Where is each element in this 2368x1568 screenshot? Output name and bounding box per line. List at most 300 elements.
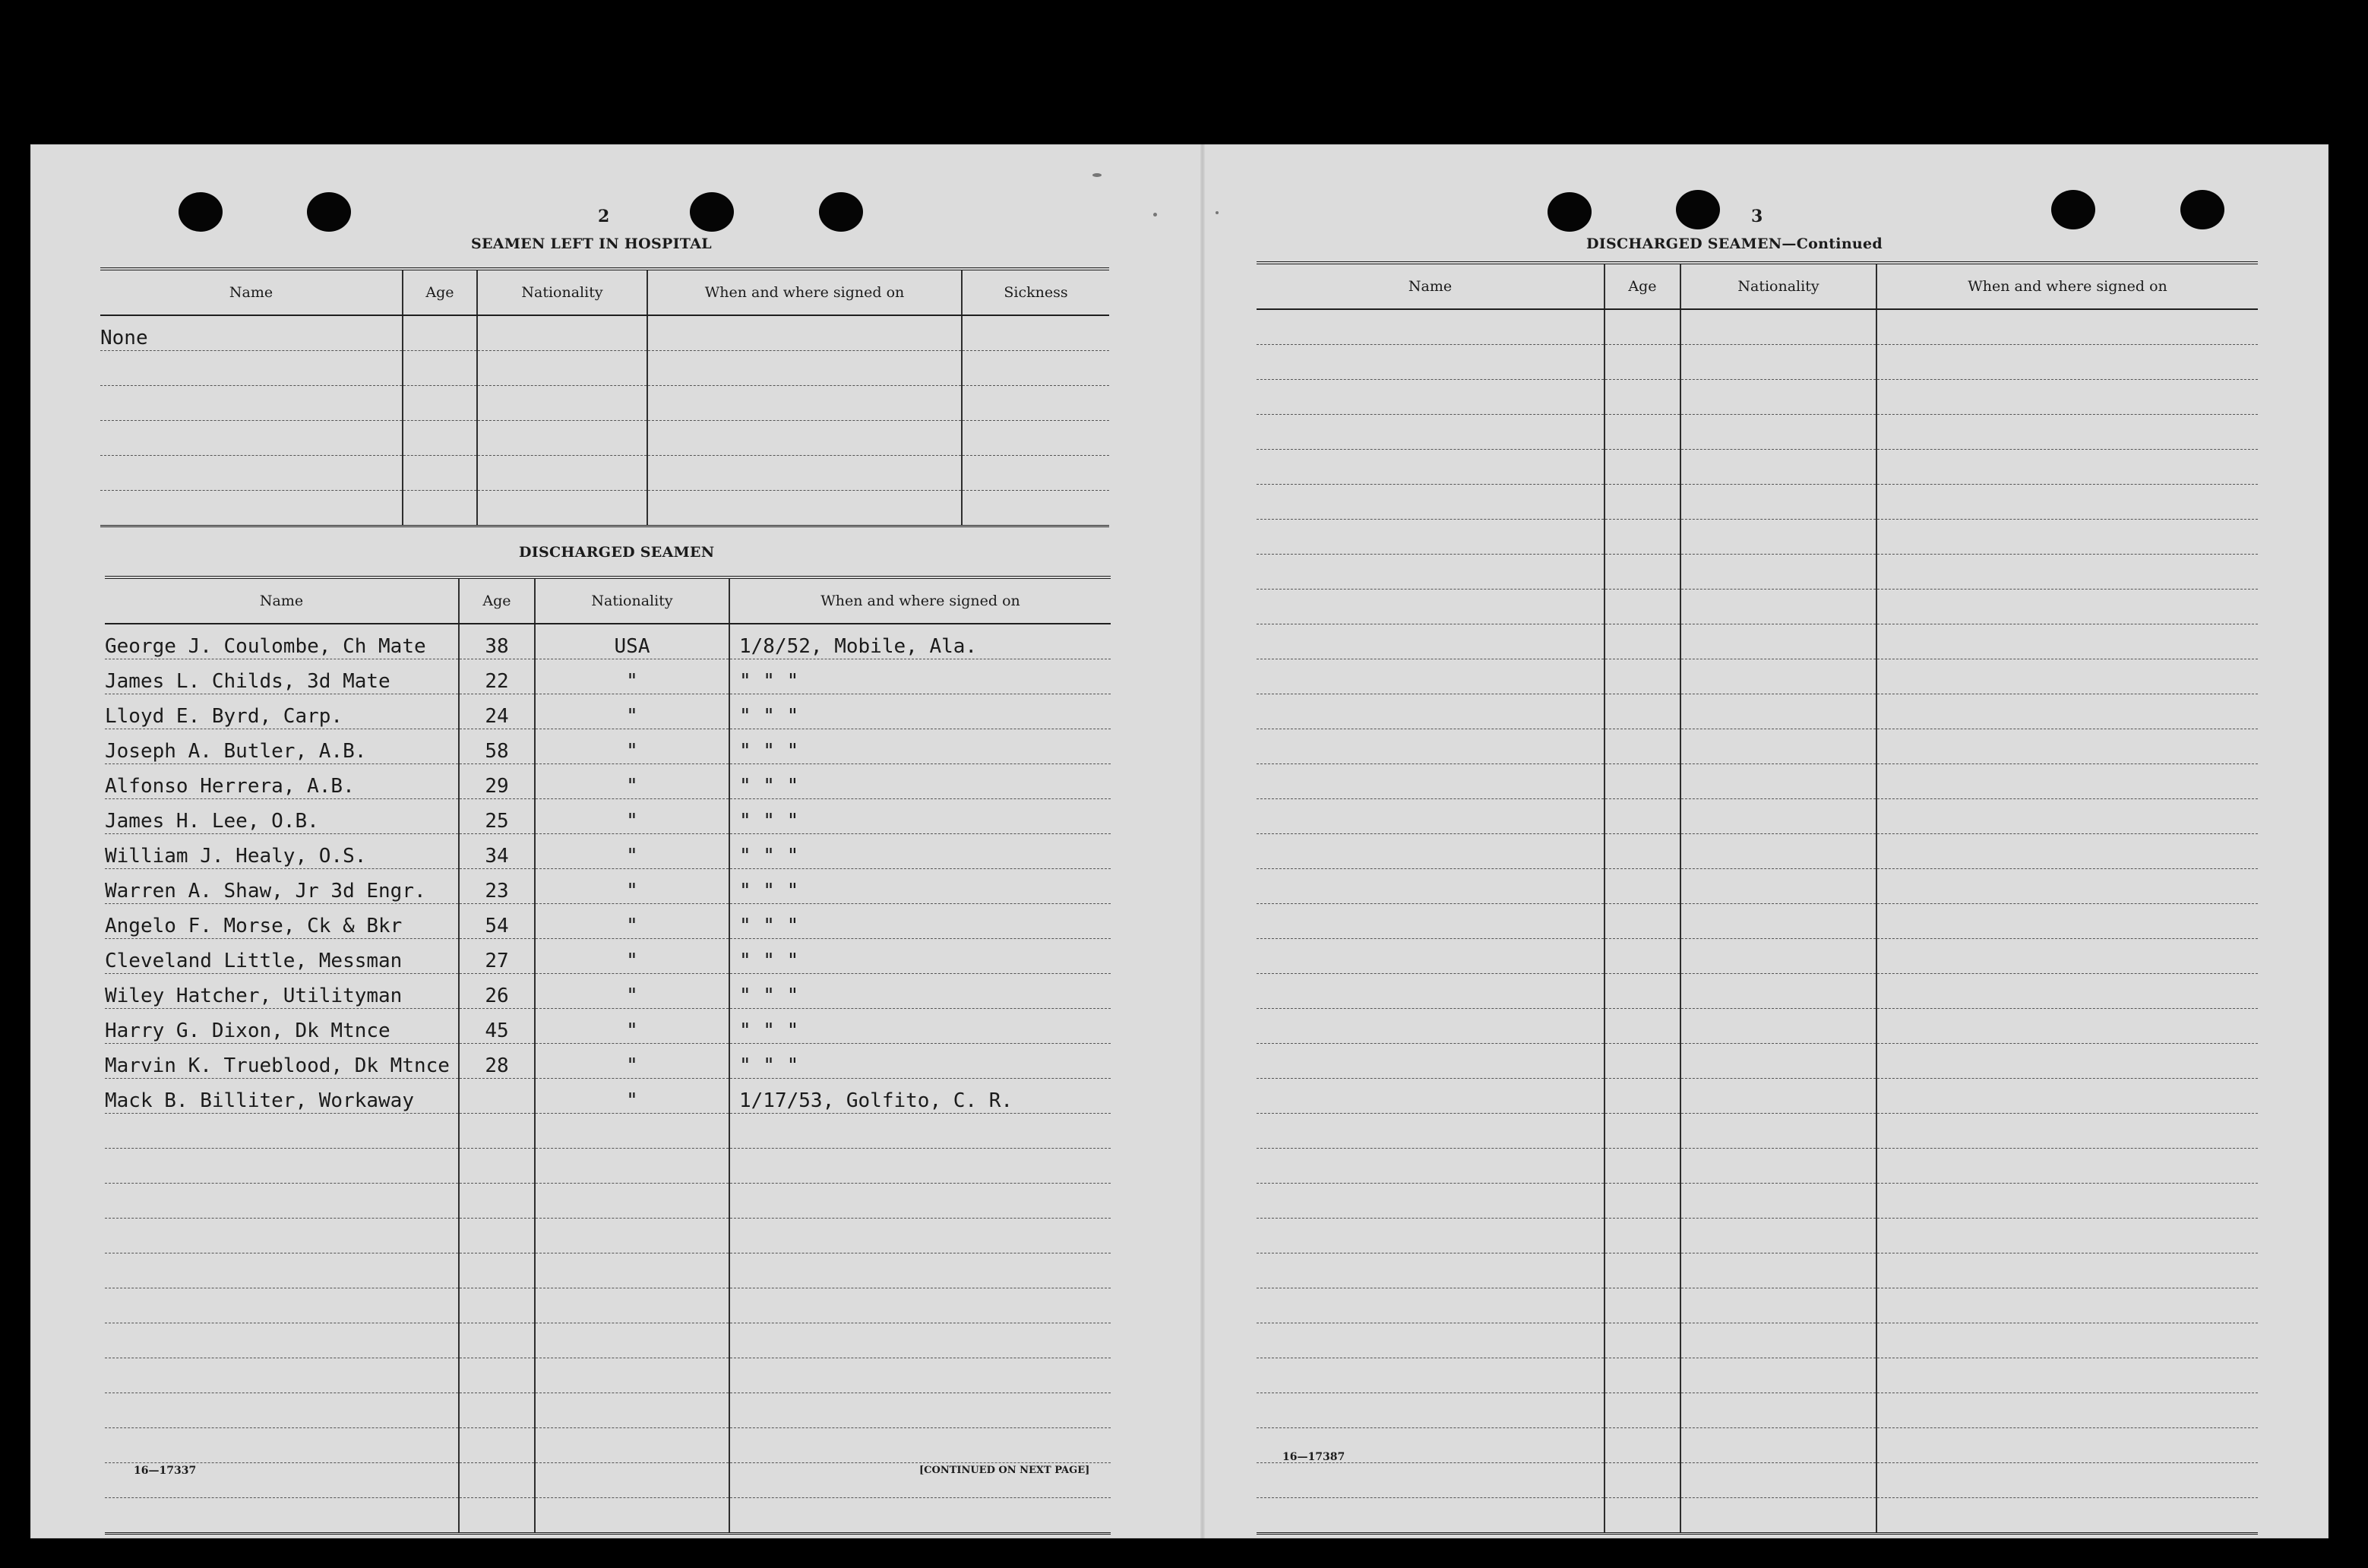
discharged-row xyxy=(105,834,1111,869)
seaman-signed-on-cell: " " " xyxy=(729,1009,1111,1044)
seaman-signed-on-cell: " " " xyxy=(729,799,1111,834)
discharged-row xyxy=(105,624,1111,659)
seaman-age-cell: 28 xyxy=(459,1044,535,1079)
continued-name-cell xyxy=(1257,1288,1604,1323)
continued-nationality-cell xyxy=(1680,485,1876,520)
seaman-signed-on-cell xyxy=(729,1253,1111,1288)
continued-row xyxy=(1257,1393,2258,1428)
discharged-seamen-table xyxy=(105,576,1111,1535)
discharged-row xyxy=(105,1288,1111,1323)
paper-speck xyxy=(1092,173,1102,177)
seaman-nationality-cell xyxy=(535,1219,729,1253)
hospital-column-header-signed-on: When and where signed on xyxy=(647,269,962,315)
discharged-row xyxy=(105,1428,1111,1463)
continued-age-cell xyxy=(1604,729,1680,764)
discharged-row xyxy=(105,729,1111,764)
seaman-nationality-cell: " xyxy=(535,729,729,764)
continued-row xyxy=(1257,659,2258,694)
continued-age-cell xyxy=(1604,485,1680,520)
punch-hole xyxy=(819,192,863,232)
continued-age-cell xyxy=(1604,415,1680,450)
seaman-age-cell: 54 xyxy=(459,904,535,939)
continued-age-cell xyxy=(1604,1219,1680,1253)
continued-signed-on-cell xyxy=(1876,1114,2258,1149)
seaman-signed-on-cell xyxy=(729,1219,1111,1253)
discharged-row xyxy=(105,1498,1111,1534)
seaman-signed-on-cell xyxy=(729,1358,1111,1393)
continued-row xyxy=(1257,1114,2258,1149)
seaman-nationality-cell: " xyxy=(535,1044,729,1079)
continued-row xyxy=(1257,520,2258,555)
continued-signed-on-cell xyxy=(1876,939,2258,974)
punch-hole xyxy=(2051,190,2095,229)
continued-row xyxy=(1257,1009,2258,1044)
discharged-row xyxy=(105,904,1111,939)
seaman-nationality-cell: " xyxy=(535,869,729,904)
seaman-nationality-cell xyxy=(535,1184,729,1219)
continued-name-cell xyxy=(1257,624,1604,659)
continued-nationality-cell xyxy=(1680,555,1876,590)
continued-signed-on-cell xyxy=(1876,520,2258,555)
seaman-name-cell: Alfonso Herrera, A.B. xyxy=(105,764,459,799)
seaman-name-cell: Harry G. Dixon, Dk Mtnce xyxy=(105,1009,459,1044)
continued-row xyxy=(1257,1498,2258,1534)
continued-row xyxy=(1257,1149,2258,1184)
hospital-age-cell xyxy=(403,386,477,421)
seaman-age-cell xyxy=(459,1498,535,1534)
continued-name-cell xyxy=(1257,1323,1604,1358)
left-form-code: 16—17337 xyxy=(134,1465,197,1477)
seaman-nationality-cell: " xyxy=(535,834,729,869)
continued-row xyxy=(1257,939,2258,974)
punch-hole xyxy=(690,192,734,232)
continued-nationality-cell xyxy=(1680,590,1876,624)
seaman-signed-on-cell: " " " xyxy=(729,939,1111,974)
continued-row xyxy=(1257,1428,2258,1463)
continued-row xyxy=(1257,590,2258,624)
continued-age-cell xyxy=(1604,1288,1680,1323)
seaman-nationality-cell xyxy=(535,1323,729,1358)
punch-hole xyxy=(1676,190,1720,229)
seaman-signed-on-cell: " " " xyxy=(729,659,1111,694)
discharged-continued-title: DISCHARGED SEAMEN—Continued xyxy=(1586,236,1883,252)
discharged-row xyxy=(105,1149,1111,1184)
seaman-name-cell: Marvin K. Trueblood, Dk Mtnce xyxy=(105,1044,459,1079)
continued-age-cell xyxy=(1604,309,1680,345)
continued-signed-on-cell xyxy=(1876,904,2258,939)
continued-nationality-cell xyxy=(1680,345,1876,380)
discharged-row xyxy=(105,1219,1111,1253)
continued-name-cell xyxy=(1257,1044,1604,1079)
continued-column-header-signed-on: When and where signed on xyxy=(1876,263,2258,309)
discharged-row xyxy=(105,1114,1111,1149)
discharged-row xyxy=(105,1253,1111,1288)
seaman-name-cell xyxy=(105,1184,459,1219)
continued-signed-on-cell xyxy=(1876,1498,2258,1534)
hospital-signed-on-cell xyxy=(647,491,962,526)
continued-signed-on-cell xyxy=(1876,345,2258,380)
seaman-nationality-cell: USA xyxy=(535,624,729,659)
continued-nationality-cell xyxy=(1680,1428,1876,1463)
seaman-nationality-cell: " xyxy=(535,1079,729,1114)
seaman-age-cell: 25 xyxy=(459,799,535,834)
continued-nationality-cell xyxy=(1680,1114,1876,1149)
continued-age-cell xyxy=(1604,974,1680,1009)
continued-signed-on-cell xyxy=(1876,1323,2258,1358)
continued-row xyxy=(1257,1358,2258,1393)
seaman-signed-on-cell xyxy=(729,1498,1111,1534)
continued-nationality-cell xyxy=(1680,624,1876,659)
hospital-section-title: SEAMEN LEFT IN HOSPITAL xyxy=(471,236,712,252)
seaman-nationality-cell xyxy=(535,1428,729,1463)
continued-nationality-cell xyxy=(1680,1079,1876,1114)
continued-signed-on-cell xyxy=(1876,309,2258,345)
discharged-row xyxy=(105,1393,1111,1428)
seaman-nationality-cell xyxy=(535,1463,729,1498)
continued-nationality-cell xyxy=(1680,450,1876,485)
continued-signed-on-cell xyxy=(1876,415,2258,450)
seaman-signed-on-cell: " " " xyxy=(729,764,1111,799)
continued-row xyxy=(1257,1079,2258,1114)
seaman-age-cell xyxy=(459,1219,535,1253)
continued-row xyxy=(1257,1288,2258,1323)
continued-name-cell xyxy=(1257,1219,1604,1253)
paper-speck xyxy=(1153,213,1157,217)
discharged-section-title: DISCHARGED SEAMEN xyxy=(519,544,715,561)
continued-row xyxy=(1257,694,2258,729)
discharged-row xyxy=(105,869,1111,904)
continued-name-cell xyxy=(1257,659,1604,694)
seaman-nationality-cell xyxy=(535,1149,729,1184)
continued-name-cell xyxy=(1257,380,1604,415)
seaman-signed-on-cell: " " " xyxy=(729,974,1111,1009)
hospital-nationality-cell xyxy=(477,315,647,351)
continued-age-cell xyxy=(1604,1149,1680,1184)
seaman-signed-on-cell: " " " xyxy=(729,694,1111,729)
hospital-age-cell xyxy=(403,491,477,526)
continued-nationality-cell xyxy=(1680,869,1876,904)
continued-note: [CONTINUED ON NEXT PAGE] xyxy=(919,1465,1090,1476)
seaman-signed-on-cell: 1/17/53, Golfito, C. R. xyxy=(729,1079,1111,1114)
continued-row xyxy=(1257,1044,2258,1079)
continued-age-cell xyxy=(1604,1393,1680,1428)
seaman-age-cell xyxy=(459,1288,535,1323)
continued-age-cell xyxy=(1604,939,1680,974)
seaman-age-cell: 58 xyxy=(459,729,535,764)
continued-age-cell xyxy=(1604,1114,1680,1149)
continued-nationality-cell xyxy=(1680,309,1876,345)
continued-signed-on-cell xyxy=(1876,1358,2258,1393)
right-page-number: 3 xyxy=(1751,207,1763,226)
seaman-signed-on-cell xyxy=(729,1323,1111,1358)
seaman-name-cell: George J. Coulombe, Ch Mate xyxy=(105,624,459,659)
continued-row xyxy=(1257,415,2258,450)
hospital-age-cell xyxy=(403,456,477,491)
hospital-column-header-nationality: Nationality xyxy=(477,269,647,315)
continued-name-cell xyxy=(1257,764,1604,799)
seaman-age-cell: 23 xyxy=(459,869,535,904)
discharged-row xyxy=(105,1079,1111,1114)
continued-nationality-cell xyxy=(1680,380,1876,415)
continued-row xyxy=(1257,485,2258,520)
continued-signed-on-cell xyxy=(1876,694,2258,729)
seaman-nationality-cell: " xyxy=(535,1009,729,1044)
continued-age-cell xyxy=(1604,1428,1680,1463)
continued-name-cell xyxy=(1257,1393,1604,1428)
continued-nationality-cell xyxy=(1680,799,1876,834)
hospital-sickness-cell xyxy=(962,456,1109,491)
seaman-signed-on-cell xyxy=(729,1393,1111,1428)
discharged-row xyxy=(105,764,1111,799)
continued-age-cell xyxy=(1604,1358,1680,1393)
continued-name-cell xyxy=(1257,694,1604,729)
page-fold xyxy=(1200,144,1205,1538)
continued-age-cell xyxy=(1604,520,1680,555)
hospital-nationality-cell xyxy=(477,456,647,491)
seaman-name-cell xyxy=(105,1498,459,1534)
seaman-nationality-cell xyxy=(535,1253,729,1288)
seaman-name-cell xyxy=(105,1288,459,1323)
seaman-name-cell: Mack B. Billiter, Workaway xyxy=(105,1079,459,1114)
seaman-age-cell xyxy=(459,1463,535,1498)
continued-name-cell xyxy=(1257,939,1604,974)
hospital-age-cell xyxy=(403,351,477,386)
hospital-name-cell xyxy=(100,421,403,456)
seaman-nationality-cell xyxy=(535,1358,729,1393)
seaman-age-cell: 24 xyxy=(459,694,535,729)
seaman-age-cell: 45 xyxy=(459,1009,535,1044)
continued-row xyxy=(1257,904,2258,939)
continued-nationality-cell xyxy=(1680,1463,1876,1498)
continued-age-cell xyxy=(1604,1463,1680,1498)
continued-name-cell xyxy=(1257,799,1604,834)
seaman-name-cell: Lloyd E. Byrd, Carp. xyxy=(105,694,459,729)
continued-signed-on-cell xyxy=(1876,834,2258,869)
punch-hole xyxy=(179,192,223,232)
continued-name-cell xyxy=(1257,729,1604,764)
hospital-signed-on-cell xyxy=(647,351,962,386)
seaman-name-cell: Angelo F. Morse, Ck & Bkr xyxy=(105,904,459,939)
continued-signed-on-cell xyxy=(1876,450,2258,485)
continued-nationality-cell xyxy=(1680,1219,1876,1253)
hospital-sickness-cell xyxy=(962,421,1109,456)
seaman-age-cell: 27 xyxy=(459,939,535,974)
continued-name-cell xyxy=(1257,1498,1604,1534)
seaman-signed-on-cell: " " " xyxy=(729,729,1111,764)
continued-signed-on-cell xyxy=(1876,555,2258,590)
hospital-name-cell xyxy=(100,456,403,491)
paper-speck xyxy=(1216,211,1219,214)
discharged-column-header-nationality: Nationality xyxy=(535,577,729,624)
document-page-spread xyxy=(30,144,2328,1538)
seaman-age-cell xyxy=(459,1358,535,1393)
continued-signed-on-cell xyxy=(1876,380,2258,415)
seaman-signed-on-cell xyxy=(729,1184,1111,1219)
discharged-row xyxy=(105,1044,1111,1079)
seaman-name-cell xyxy=(105,1358,459,1393)
continued-name-cell xyxy=(1257,1009,1604,1044)
continued-age-cell xyxy=(1604,869,1680,904)
seaman-nationality-cell xyxy=(535,1288,729,1323)
continued-signed-on-cell xyxy=(1876,1253,2258,1288)
discharged-row xyxy=(105,1184,1111,1219)
continued-signed-on-cell xyxy=(1876,1393,2258,1428)
hospital-sickness-cell xyxy=(962,315,1109,351)
continued-nationality-cell xyxy=(1680,939,1876,974)
continued-name-cell xyxy=(1257,904,1604,939)
seaman-nationality-cell: " xyxy=(535,764,729,799)
seaman-name-cell: Joseph A. Butler, A.B. xyxy=(105,729,459,764)
continued-nationality-cell xyxy=(1680,1253,1876,1288)
discharged-column-header-signed-on: When and where signed on xyxy=(729,577,1111,624)
hospital-signed-on-cell xyxy=(647,386,962,421)
continued-age-cell xyxy=(1604,1323,1680,1358)
seaman-signed-on-cell: " " " xyxy=(729,834,1111,869)
continued-age-cell xyxy=(1604,1044,1680,1079)
hospital-age-cell xyxy=(403,315,477,351)
seaman-age-cell: 34 xyxy=(459,834,535,869)
continued-nationality-cell xyxy=(1680,415,1876,450)
continued-nationality-cell xyxy=(1680,1009,1876,1044)
seaman-signed-on-cell: 1/8/52, Mobile, Ala. xyxy=(729,624,1111,659)
discharged-continued-table xyxy=(1257,261,2258,1535)
continued-name-cell xyxy=(1257,834,1604,869)
continued-name-cell xyxy=(1257,1358,1604,1393)
discharged-row xyxy=(105,799,1111,834)
continued-name-cell xyxy=(1257,1253,1604,1288)
seaman-signed-on-cell xyxy=(729,1114,1111,1149)
continued-name-cell xyxy=(1257,1184,1604,1219)
continued-row xyxy=(1257,555,2258,590)
discharged-row xyxy=(105,694,1111,729)
continued-nationality-cell xyxy=(1680,904,1876,939)
continued-age-cell xyxy=(1604,799,1680,834)
continued-name-cell xyxy=(1257,590,1604,624)
continued-nationality-cell xyxy=(1680,1044,1876,1079)
seaman-age-cell xyxy=(459,1184,535,1219)
continued-row xyxy=(1257,834,2258,869)
continued-signed-on-cell xyxy=(1876,590,2258,624)
continued-signed-on-cell xyxy=(1876,1463,2258,1498)
seaman-signed-on-cell xyxy=(729,1288,1111,1323)
continued-nationality-cell xyxy=(1680,520,1876,555)
discharged-column-header-name: Name xyxy=(105,577,459,624)
continued-age-cell xyxy=(1604,764,1680,799)
continued-age-cell xyxy=(1604,1184,1680,1219)
continued-signed-on-cell xyxy=(1876,1079,2258,1114)
seaman-nationality-cell xyxy=(535,1393,729,1428)
discharged-row xyxy=(105,1009,1111,1044)
continued-nationality-cell xyxy=(1680,1149,1876,1184)
continued-nationality-cell xyxy=(1680,1288,1876,1323)
seaman-name-cell xyxy=(105,1149,459,1184)
continued-nationality-cell xyxy=(1680,1184,1876,1219)
hospital-row xyxy=(100,351,1109,386)
right-form-code: 16—17387 xyxy=(1282,1451,1345,1463)
continued-nationality-cell xyxy=(1680,974,1876,1009)
continued-column-header-name: Name xyxy=(1257,263,1604,309)
hospital-column-header-age: Age xyxy=(403,269,477,315)
seaman-age-cell xyxy=(459,1323,535,1358)
continued-row xyxy=(1257,1463,2258,1498)
continued-nationality-cell xyxy=(1680,764,1876,799)
continued-signed-on-cell xyxy=(1876,729,2258,764)
continued-name-cell xyxy=(1257,1114,1604,1149)
continued-name-cell xyxy=(1257,869,1604,904)
hospital-name-cell: None xyxy=(100,315,403,351)
continued-nationality-cell xyxy=(1680,1498,1876,1534)
continued-signed-on-cell xyxy=(1876,1184,2258,1219)
seaman-signed-on-cell xyxy=(729,1428,1111,1463)
continued-signed-on-cell xyxy=(1876,1149,2258,1184)
continued-age-cell xyxy=(1604,590,1680,624)
hospital-name-cell xyxy=(100,491,403,526)
continued-age-cell xyxy=(1604,1498,1680,1534)
seaman-signed-on-cell: " " " xyxy=(729,1044,1111,1079)
continued-nationality-cell xyxy=(1680,834,1876,869)
seaman-age-cell: 22 xyxy=(459,659,535,694)
seaman-nationality-cell: " xyxy=(535,694,729,729)
continued-row xyxy=(1257,1253,2258,1288)
continued-row xyxy=(1257,345,2258,380)
hospital-column-header-name: Name xyxy=(100,269,403,315)
continued-name-cell xyxy=(1257,1463,1604,1498)
continued-row xyxy=(1257,1184,2258,1219)
seaman-signed-on-cell xyxy=(729,1149,1111,1184)
discharged-row xyxy=(105,1358,1111,1393)
seaman-age-cell xyxy=(459,1393,535,1428)
continued-name-cell xyxy=(1257,1079,1604,1114)
discharged-row xyxy=(105,1323,1111,1358)
discharged-row xyxy=(105,939,1111,974)
seaman-name-cell xyxy=(105,1114,459,1149)
continued-age-cell xyxy=(1604,694,1680,729)
continued-name-cell xyxy=(1257,1149,1604,1184)
discharged-row xyxy=(105,659,1111,694)
hospital-row xyxy=(100,315,1109,351)
continued-age-cell xyxy=(1604,659,1680,694)
hospital-nationality-cell xyxy=(477,421,647,456)
continued-column-header-age: Age xyxy=(1604,263,1680,309)
hospital-name-cell xyxy=(100,351,403,386)
continued-row xyxy=(1257,309,2258,345)
seaman-name-cell xyxy=(105,1428,459,1463)
continued-age-cell xyxy=(1604,1009,1680,1044)
continued-row xyxy=(1257,624,2258,659)
continued-age-cell xyxy=(1604,624,1680,659)
continued-row xyxy=(1257,1219,2258,1253)
continued-age-cell xyxy=(1604,345,1680,380)
punch-hole xyxy=(307,192,351,232)
seaman-name-cell xyxy=(105,1219,459,1253)
seaman-nationality-cell xyxy=(535,1114,729,1149)
continued-name-cell xyxy=(1257,309,1604,345)
continued-signed-on-cell xyxy=(1876,485,2258,520)
continued-name-cell xyxy=(1257,555,1604,590)
hospital-sickness-cell xyxy=(962,386,1109,421)
hospital-signed-on-cell xyxy=(647,456,962,491)
hospital-nationality-cell xyxy=(477,351,647,386)
continued-nationality-cell xyxy=(1680,729,1876,764)
continued-row xyxy=(1257,869,2258,904)
continued-age-cell xyxy=(1604,1253,1680,1288)
continued-column-header-nationality: Nationality xyxy=(1680,263,1876,309)
hospital-row xyxy=(100,421,1109,456)
seaman-age-cell: 29 xyxy=(459,764,535,799)
seaman-name-cell: Cleveland Little, Messman xyxy=(105,939,459,974)
continued-row xyxy=(1257,450,2258,485)
seaman-age-cell xyxy=(459,1079,535,1114)
